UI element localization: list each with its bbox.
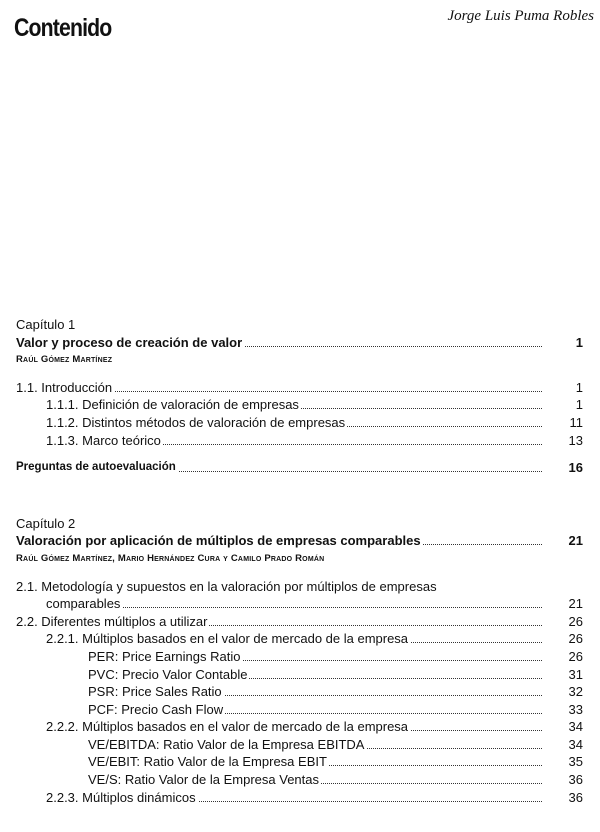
entry-label: 2.1. Metodología y supuestos en la valoración por múltiplos de empresas bbox=[16, 578, 437, 594]
page-number: 13 bbox=[568, 432, 583, 448]
entry-label: VE/EBITDA: Ratio Valor de la Empresa EBITDA bbox=[88, 736, 365, 752]
toc-entry[interactable] bbox=[0, 753, 600, 771]
page-number: 21 bbox=[568, 533, 583, 549]
entry-label: 1.1. Introducción bbox=[16, 379, 113, 395]
entry-label: PVC: Precio Valor Contable bbox=[88, 666, 248, 682]
page-number: 36 bbox=[568, 772, 583, 788]
toc-entry[interactable] bbox=[0, 701, 600, 719]
page-number: 26 bbox=[568, 648, 583, 664]
page-number: 34 bbox=[568, 736, 583, 752]
toc-entry[interactable] bbox=[0, 613, 600, 631]
chapter-authors[interactable] bbox=[0, 550, 600, 568]
toc-entry[interactable] bbox=[0, 771, 600, 789]
entry-label: comparables bbox=[46, 596, 121, 612]
toc-entry[interactable] bbox=[0, 595, 600, 613]
toc-entry[interactable] bbox=[0, 789, 600, 807]
toc-entry[interactable] bbox=[0, 630, 600, 648]
entry-label: VE/EBIT: Ratio Valor de la Empresa EBIT bbox=[88, 754, 327, 770]
toc-entry[interactable] bbox=[0, 666, 600, 684]
entry-label: Raúl Gómez Martínez, Mario Hernández Cura y Camilo Prado Román bbox=[16, 550, 326, 568]
page-number: 31 bbox=[568, 666, 583, 682]
entry-label: 2.2.2. Múltiplos basados en el valor de mercado de la empresa bbox=[46, 719, 409, 735]
entry-label: PSR: Price Sales Ratio bbox=[88, 684, 222, 700]
table-of-contents bbox=[0, 316, 600, 806]
entry-label: Preguntas de autoevaluación bbox=[16, 459, 178, 477]
toc-entry[interactable] bbox=[0, 736, 600, 754]
running-header-author: Jorge Luis Puma Robles bbox=[447, 8, 594, 24]
chapter-title[interactable] bbox=[0, 532, 600, 550]
page-title: Contenido bbox=[14, 14, 112, 42]
toc-entry-closing[interactable] bbox=[0, 459, 600, 477]
entry-label: 2.2.3. Múltiplos dinámicos bbox=[46, 789, 196, 805]
entry-label: PER: Price Earnings Ratio bbox=[88, 648, 241, 664]
page-number: 16 bbox=[568, 460, 583, 476]
toc-entry[interactable] bbox=[0, 683, 600, 701]
chapter-authors[interactable] bbox=[0, 351, 600, 369]
page-number: 32 bbox=[568, 684, 583, 700]
entry-label: Valor y proceso de creación de valor bbox=[16, 334, 243, 350]
entry-label: 2.2.1. Múltiplos basados en el valor de mercado de la empresa bbox=[46, 631, 409, 647]
page-number: 36 bbox=[568, 789, 583, 805]
entry-label: VE/S: Ratio Valor de la Empresa Ventas bbox=[88, 772, 319, 788]
page-number: 1 bbox=[575, 397, 583, 413]
page-number: 26 bbox=[568, 631, 583, 647]
entry-label: Raúl Gómez Martínez bbox=[16, 351, 114, 369]
toc-entry[interactable] bbox=[0, 396, 600, 414]
toc-entry[interactable] bbox=[0, 379, 600, 397]
toc-entry[interactable] bbox=[0, 432, 600, 450]
toc-entry[interactable] bbox=[0, 414, 600, 432]
page-number: 26 bbox=[568, 613, 583, 629]
entry-label: 1.1.3. Marco teórico bbox=[46, 432, 161, 448]
page-number: 35 bbox=[568, 754, 583, 770]
toc-entry[interactable] bbox=[0, 648, 600, 666]
entry-label: 1.1.2. Distintos métodos de valoración de empresas bbox=[46, 414, 346, 430]
chapter-title[interactable] bbox=[0, 334, 600, 352]
page-number: 1 bbox=[575, 334, 583, 350]
page-number: 1 bbox=[575, 379, 583, 395]
entry-label: Capítulo 1 bbox=[16, 317, 76, 332]
chapter-label[interactable] bbox=[0, 316, 600, 334]
page-number: 11 bbox=[569, 414, 583, 430]
page-number: 33 bbox=[568, 701, 583, 717]
page-number: 34 bbox=[568, 719, 583, 735]
entry-label: 1.1.1. Definición de valoración de empresas bbox=[46, 397, 299, 413]
entry-label: PCF: Precio Cash Flow bbox=[88, 701, 224, 717]
entry-label: 2.2. Diferentes múltiplos a utilizar bbox=[16, 613, 208, 629]
page-number: 21 bbox=[568, 596, 583, 612]
toc-entry[interactable] bbox=[0, 718, 600, 736]
toc-entry[interactable] bbox=[0, 578, 600, 596]
entry-label: Capítulo 2 bbox=[16, 515, 76, 531]
chapter-label[interactable] bbox=[0, 515, 600, 533]
entry-label: Valoración por aplicación de múltiplos de empresas comparables bbox=[16, 533, 421, 549]
